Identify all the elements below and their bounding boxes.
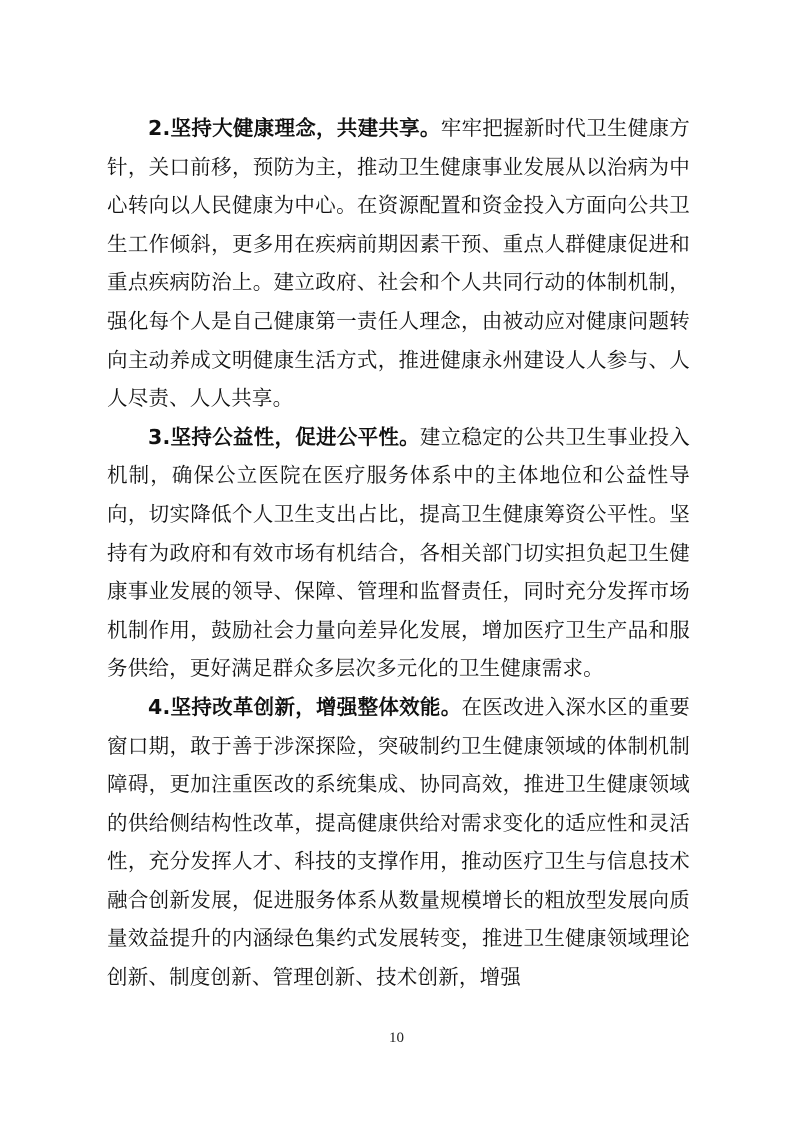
paragraph-principle-3 [107,418,690,688]
paragraph-heading: 2.坚持大健康理念，共建共享。 [148,116,441,140]
paragraph-text: 牢牢把握新时代卫生健康方针，关口前移，预防为主，推动卫生健康事业发展从以治病为中心转向以人民健康为中心。在资源配置和资金投入方面向公共卫生工作倾斜，更多用在疾病前期因素干预、重点人群健康促进和重点疾病防治上。建立政府、社会和个人共同行动的体制机制，强化每个人是自己健康第一责任人理念，由被动应对健康问题转向主动养成文明健康生活方式，推进健康永州建设人人参与、人人尽责、人人共享。 [107,116,690,411]
paragraph-heading: 4.坚持改革创新，增强整体效能。 [148,694,462,719]
paragraph-text: 在医改进入深水区的重要窗口期，敢于善于涉深探险，突破制约卫生健康领域的体制机制障碍，更加注重医改的系统集成、协同高效，推进卫生健康领域的供给侧结构性改革，提高健康供给对需求变化的适应性和灵活性，充分发挥人才、科技的支撑作用，推动医疗卫生与信息技术融合创新发展，促进服务体系从数量规模增长的粗放型发展向质量效益提升的内涵绿色集约式发展转变，推进卫生健康领域理论创新、制度创新、管理创新、技术创新，增强 [107,694,690,990]
document-body [107,109,690,997]
paragraph-principle-4 [107,688,690,997]
paragraph-principle-2 [107,109,690,418]
page-number: 10 [389,1030,404,1046]
paragraph-heading: 3.坚持公益性，促进公平性。 [148,424,420,449]
paragraph-text: 建立稳定的公共卫生事业投入机制，确保公立医院在医疗服务体系中的主体地位和公益性导向，切实降低个人卫生支出占比，提高卫生健康筹资公平性。坚持有为政府和有效市场有机结合，各相关部门切实担负起卫生健康事业发展的领导、保障、管理和监督责任，同时充分发挥市场机制作用，鼓励社会力量向差异化发展，增加医疗卫生产品和服务供给，更好满足群众多层次多元化的卫生健康需求。 [107,424,690,681]
